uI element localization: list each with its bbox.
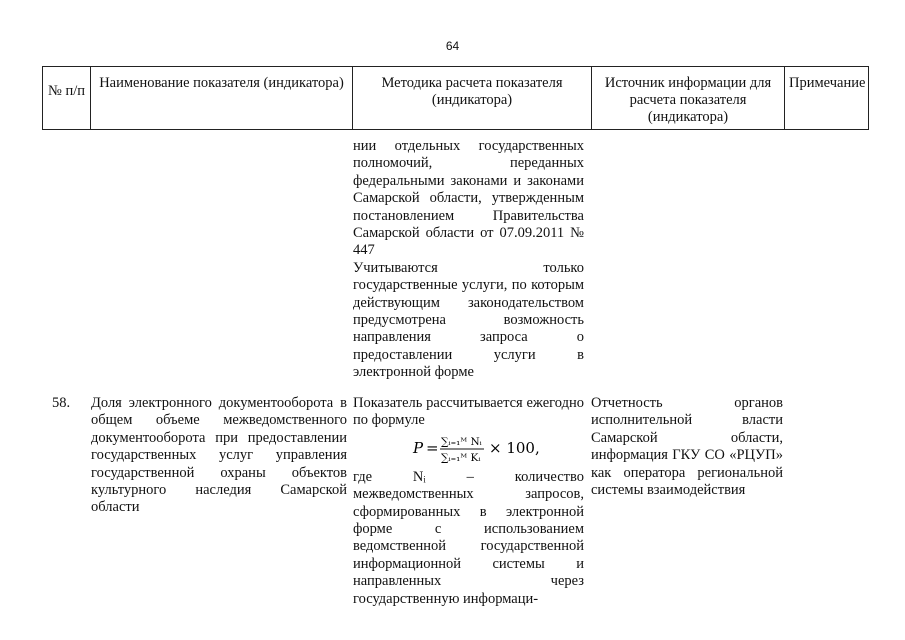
page-number: 64 <box>445 39 460 53</box>
row-58-formula <box>353 431 584 467</box>
method-continuation-paragraph-2: Учитываются только государственные услуги, по которым действующим законодательством предусмотрена возможность направления запроса о предоставлении услуги в электронной форме <box>353 259 584 381</box>
header-method-column: Методика расчета показателя (индикатора) <box>353 67 592 130</box>
row-58-method-description: где Nᵢ – количество межведомственных запросов, сформированных в электронной форме с использованием ведомственной государственной информационной системы и направленных через государственную информаци- <box>353 468 584 607</box>
formula-lhs: P <box>413 438 424 457</box>
row-58-number: 58. <box>52 395 71 411</box>
row-58-method <box>353 395 584 608</box>
header-number-column: № п/п <box>43 67 91 130</box>
formula-multiplier: × 100, <box>489 438 540 457</box>
header-name-column: Наименование показателя (индикатора) <box>91 67 353 130</box>
formula-equals-sign: = <box>426 438 439 457</box>
formula-denominator: ∑ᵢ₌₁ᴹ Kᵢ <box>441 451 481 464</box>
row-58-indicator-name: Доля электронного документооборота в общем объеме межведомственного документооборота при предоставлении государственных услуг управления государственной охраны объектов культурного наследия Самарской области <box>91 395 347 516</box>
formula-numerator: ∑ᵢ₌₁ᴹ Nᵢ <box>441 435 482 448</box>
table-header <box>42 66 869 130</box>
method-continuation <box>353 138 584 382</box>
header-source-column: Источник информации для расчета показателя (индикатора) <box>592 67 785 130</box>
row-58-method-intro: Показатель рассчитывается ежегодно по формуле <box>353 395 584 429</box>
row-58-information-source: Отчетность органов исполнительной власти Самарской области, информация ГКУ СО «РЦУП» как оператора региональной системы взаимодействия <box>591 395 783 499</box>
header-note-column: Примечание <box>785 67 869 130</box>
method-continuation-paragraph-1: нии отдельных государственных полномочий, переданных федеральными законами и законами Самарской области, утвержденным постановлением Правительства Самарской области от 07.09.2011 № 447 <box>353 138 584 259</box>
